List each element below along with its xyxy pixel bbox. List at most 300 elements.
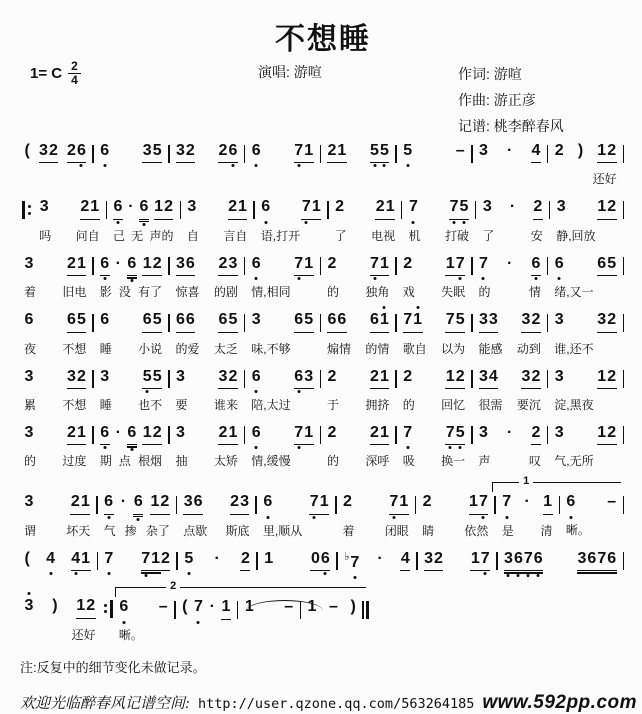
note-group [251, 255, 261, 275]
lyrics-row [422, 522, 488, 539]
barline-stroke [253, 201, 254, 219]
note-digit: 2 [403, 367, 413, 385]
lyrics-row [482, 227, 542, 244]
notes-row [479, 142, 541, 163]
note-digit: 4 [71, 549, 81, 567]
barline-stroke [110, 600, 113, 618]
note-digit: 3 [521, 367, 531, 385]
score-line-6 [20, 424, 626, 469]
open-paren [182, 598, 188, 618]
notes-row [176, 368, 238, 389]
note-digit: 2 [152, 254, 162, 272]
notes-row [554, 142, 616, 163]
note-group [294, 424, 314, 445]
note-group [307, 598, 317, 618]
note-digit: 1 [76, 597, 86, 615]
note-digit: 2 [370, 367, 379, 385]
measure [178, 598, 235, 642]
barline-stroke [97, 552, 98, 570]
lyric-syllable: 谓 [24, 523, 37, 538]
note-group [261, 198, 271, 218]
note-group [183, 493, 203, 514]
barline [623, 370, 624, 389]
open-paren [24, 550, 30, 570]
lyric-syllable: 小说 [138, 341, 163, 356]
lyric-syllable: 的情 [365, 341, 390, 356]
lyric-syllable: 声的 [149, 228, 174, 243]
note-digit: 5 [379, 142, 389, 159]
notes-row [403, 311, 465, 332]
lyrics-row [24, 170, 86, 186]
barline [320, 426, 321, 445]
measure [323, 311, 393, 356]
barline-stroke [244, 257, 245, 275]
segment-inner [20, 311, 626, 356]
notes-row [183, 493, 249, 514]
lyrics-row [403, 283, 465, 300]
barline-stroke [395, 145, 396, 163]
measure [500, 550, 621, 571]
note-digit: 6 [119, 598, 129, 616]
dash-note [329, 598, 339, 618]
barline [92, 144, 93, 163]
barline [96, 495, 97, 514]
note-digit: 1 [413, 311, 423, 329]
barline-stroke [547, 426, 548, 444]
note-digit: 6 [185, 311, 195, 329]
barline [180, 200, 181, 219]
footer [20, 691, 638, 714]
lyric-syllable: 累 [24, 397, 37, 412]
barline-stroke [320, 257, 321, 275]
barline [471, 426, 472, 445]
duration-dot [115, 255, 121, 275]
note-digit: 7 [455, 254, 465, 272]
site-watermark: www.592pp.com [482, 691, 638, 713]
barline [471, 144, 472, 163]
barline-stroke [320, 145, 321, 163]
note-digit: 6 [554, 254, 564, 272]
measure [247, 142, 317, 186]
notes-row [479, 255, 541, 276]
barline-stroke [174, 601, 175, 619]
measure [20, 142, 90, 186]
barline [471, 313, 472, 332]
lyrics-row [100, 283, 162, 300]
segment-inner [20, 255, 626, 300]
note-digit: – [607, 493, 617, 511]
note-group [142, 142, 162, 163]
barline-stroke [623, 201, 624, 219]
barline-stroke [471, 314, 472, 332]
measure [399, 255, 469, 300]
barline-stroke [92, 370, 93, 388]
barline [395, 313, 396, 332]
note-group [554, 368, 564, 388]
lyrics-row [327, 170, 389, 186]
lyric-syllable: 换一 [441, 454, 466, 469]
note-digit: 6 [533, 549, 543, 567]
measure [340, 550, 415, 574]
note-group [113, 198, 123, 219]
note-digit: · [115, 423, 121, 441]
notes-row [403, 424, 465, 445]
note-digit: 7 [104, 549, 114, 567]
note-group [521, 311, 541, 332]
note-digit: 2 [327, 367, 337, 385]
segment [492, 475, 626, 538]
note-group [327, 311, 347, 332]
barline [255, 495, 256, 514]
note-group [469, 493, 489, 514]
barline [623, 144, 624, 163]
lyric-syllable: 旧电 [62, 285, 87, 300]
notes-row [113, 198, 173, 219]
note-digit: ) [350, 598, 356, 616]
note-digit: 1 [307, 598, 317, 616]
note-group [479, 311, 499, 332]
score-line-8 [20, 550, 626, 574]
measure [109, 198, 177, 243]
note-digit: 3 [142, 142, 152, 159]
note-digit: 3 [504, 549, 513, 567]
notes-row [424, 550, 491, 571]
duration-dot [507, 424, 513, 444]
barline-stroke [496, 552, 497, 570]
barline [395, 257, 396, 276]
final-barline [362, 600, 369, 619]
note-group [543, 493, 553, 514]
lyric-syllable: 打破 [444, 228, 469, 243]
score-line-1 [20, 142, 626, 187]
barline [244, 313, 245, 332]
note-group [577, 550, 617, 571]
duration-dot [507, 142, 513, 162]
lyric-syllable: 了 [334, 228, 347, 243]
note-group [309, 493, 329, 514]
segment-inner [20, 550, 626, 574]
lyrics-row [556, 227, 616, 244]
note-digit: 1 [221, 598, 231, 616]
lyrics-row [100, 170, 162, 186]
barline [256, 552, 257, 571]
measure [96, 424, 166, 469]
note-group [370, 142, 390, 163]
note-group [482, 198, 492, 218]
note-group [264, 550, 274, 570]
note-digit: 6 [100, 311, 110, 329]
dot-icon [104, 610, 107, 613]
lyric-syllable: 问自 [75, 228, 100, 243]
notes-row [39, 198, 99, 219]
notator-credit [458, 114, 564, 140]
barline-stroke [475, 201, 476, 219]
note-group [187, 198, 197, 218]
lyric-syllable: 睡 [99, 341, 112, 356]
barline-stroke [92, 257, 93, 275]
note-group [218, 424, 238, 445]
note-group [554, 255, 564, 275]
note-digit: 0 [310, 549, 320, 567]
note-digit: 4 [400, 549, 410, 567]
note-group [597, 311, 617, 332]
note-digit: 2 [434, 549, 443, 567]
note-digit: · [507, 254, 513, 272]
note-digit: 7 [445, 423, 455, 441]
composer-name: 游正彦 [493, 91, 536, 108]
note-group [327, 368, 337, 388]
duration-dot [509, 198, 515, 218]
note-group [230, 493, 250, 514]
note-group [251, 311, 261, 331]
barline-stroke [415, 496, 416, 514]
note-group [240, 550, 250, 571]
barline-stroke [559, 496, 560, 514]
barline [327, 200, 328, 219]
note-group [67, 311, 87, 332]
note-digit: 5 [152, 367, 162, 385]
note-digit: 1 [244, 598, 254, 616]
note-digit: · [507, 423, 513, 441]
notes-row [251, 255, 313, 276]
duration-dot [115, 424, 121, 444]
note-group [301, 198, 321, 219]
note-digit: 2 [86, 597, 96, 615]
measure [552, 198, 620, 243]
note-digit: 7 [480, 549, 490, 567]
notes-row [251, 142, 313, 163]
measure [475, 142, 545, 186]
note-group [335, 198, 345, 218]
note-digit: 1 [597, 198, 607, 216]
lyrics-row [100, 396, 162, 413]
lyrics-row [176, 340, 238, 357]
notator-label: 记谱: [458, 117, 490, 134]
barline-stroke [366, 601, 369, 619]
barline-stroke [168, 257, 169, 275]
barline-stroke [416, 552, 417, 570]
note-digit: 1 [304, 142, 314, 159]
lyric-syllable: 电视 [371, 228, 396, 243]
segment-inner [20, 368, 626, 413]
note-digit: 6 [251, 367, 261, 385]
credits-block [458, 62, 564, 140]
note-digit: 7 [294, 254, 304, 272]
note-digit: 7 [523, 549, 533, 567]
lyrics-row [403, 452, 465, 469]
lyric-syllable: 惊喜 [175, 285, 200, 300]
note-digit: · [524, 493, 530, 511]
performer-name: 游喧 [293, 64, 322, 80]
open-paren [24, 142, 30, 162]
lyrics-row [251, 283, 313, 300]
barline-stroke [471, 370, 472, 388]
note-digit: 7 [389, 493, 399, 511]
barline [92, 313, 93, 332]
measure [96, 142, 166, 186]
measure [172, 142, 242, 186]
note-group [403, 311, 423, 332]
barline [176, 495, 177, 514]
segment-inner [115, 598, 372, 642]
measure [323, 255, 393, 300]
lyrics-row [479, 340, 541, 357]
lyric-syllable: 斯底 [225, 523, 250, 538]
note-group [566, 493, 576, 513]
dash-note [607, 493, 617, 513]
note-digit: · [214, 549, 220, 567]
note-digit: 3 [176, 254, 185, 272]
note-digit: ) [577, 142, 584, 159]
lyric-syllable: 情 [528, 285, 541, 300]
note-group [403, 142, 413, 162]
note-digit: · [209, 598, 215, 616]
lyricist-label: 作词: [458, 66, 490, 82]
note-digit: 1 [142, 254, 152, 272]
lyrics-row [176, 396, 238, 413]
lyric-syllable: 独角 [365, 285, 390, 300]
barline [320, 313, 321, 332]
lyrics-row [182, 627, 231, 643]
barline [92, 370, 93, 389]
measure [172, 255, 242, 300]
note-group [71, 550, 91, 571]
note-digit: 7 [194, 598, 203, 616]
lyrics-row [100, 452, 162, 469]
lyric-syllable: 煽情 [327, 341, 352, 356]
note-group [470, 550, 490, 571]
note-digit: 3 [218, 367, 228, 385]
lyrics-row [183, 522, 249, 539]
notes-row [403, 255, 465, 276]
note-digit: 6 [294, 311, 304, 329]
note-group [142, 311, 162, 332]
lyrics-row [554, 340, 616, 357]
notes-row [251, 311, 313, 332]
note-digit: – [455, 142, 465, 159]
lyric-syllable: 淀,黑夜 [554, 397, 594, 412]
note-group [343, 493, 353, 513]
barline [336, 552, 337, 571]
lyric-syllable: 吸 [402, 454, 415, 469]
barline [92, 257, 93, 276]
measure [339, 493, 413, 538]
measure [550, 255, 620, 300]
barline-stroke [22, 201, 25, 219]
note-group [176, 311, 196, 332]
note-digit: 6 [185, 254, 195, 272]
notes-row [344, 550, 411, 574]
lyric-syllable: 坏天 [66, 523, 91, 538]
notes-row [251, 424, 313, 445]
barline-stroke [320, 314, 321, 332]
notes-row [24, 368, 86, 389]
lyrics-row [327, 396, 389, 413]
note-group [100, 142, 110, 162]
barline [395, 144, 396, 163]
note-digit: 3 [521, 311, 531, 329]
lyric-syllable: 抽 [175, 454, 188, 469]
barline [549, 200, 550, 219]
notes-row [104, 493, 170, 514]
lyric-syllable: 也不 [138, 397, 163, 412]
note-digit: 6 [531, 254, 541, 272]
close-paren [577, 142, 583, 162]
lyrics-row [176, 452, 238, 469]
note-digit: 6 [127, 254, 137, 272]
lyric-syllable: 情,缓慢 [251, 454, 291, 469]
lyrics-row [24, 283, 86, 300]
notes-row [24, 493, 90, 514]
notes-row [24, 424, 86, 445]
lyric-syllable: 于 [327, 397, 340, 412]
note-digit: 2 [375, 198, 385, 216]
measure [96, 368, 166, 413]
repeat-dots [28, 205, 31, 215]
barline [623, 257, 624, 276]
note-digit: 3 [577, 549, 587, 567]
lyricist-credit [458, 62, 564, 88]
lyric-syllable: 不想 [62, 397, 87, 412]
lyrics-row [566, 521, 617, 538]
note-digit: 3 [554, 311, 564, 329]
note-digit: 4 [531, 142, 541, 159]
lyric-syllable: 晰。 [118, 627, 143, 642]
lyrics-row [24, 626, 96, 643]
note-digit: 1 [237, 198, 247, 216]
measure [20, 368, 90, 413]
segment [20, 255, 626, 300]
barline-stroke [244, 370, 245, 388]
note-digit: 1 [399, 493, 409, 511]
note-digit: 7 [445, 311, 455, 329]
notes-row [504, 550, 617, 571]
note-group [142, 368, 162, 389]
note-group [142, 424, 162, 445]
duration-dot [507, 255, 513, 275]
note-digit: 6 [133, 493, 143, 511]
note-group [39, 198, 49, 218]
measure [257, 198, 325, 243]
lyric-syllable: 夜 [24, 341, 37, 356]
note-digit: 3 [183, 493, 193, 511]
measure [420, 550, 495, 571]
note-digit: 6 [607, 549, 617, 567]
note-group [445, 424, 465, 445]
note-digit: 5 [607, 254, 617, 272]
note-digit: · [120, 493, 127, 511]
notes-row [335, 198, 395, 219]
note-digit: 1 [76, 254, 86, 272]
notes-row [566, 493, 617, 513]
lyric-syllable: 的 [24, 454, 37, 469]
note-digit: 1 [379, 367, 389, 385]
note-digit: – [284, 598, 294, 616]
notes-row [100, 424, 162, 445]
lyrics-row [244, 626, 293, 642]
note-group [161, 550, 171, 571]
note-digit: 1 [469, 493, 478, 511]
lyrics-row [251, 452, 313, 469]
measure [323, 142, 393, 186]
lyric-syllable: 还好 [71, 627, 96, 642]
lyrics-row [479, 452, 541, 469]
measure [179, 493, 253, 538]
note-digit: 1 [597, 367, 607, 385]
barline [547, 144, 548, 163]
lyric-syllable: 期 [99, 454, 112, 469]
note-digit: 1 [76, 423, 86, 441]
